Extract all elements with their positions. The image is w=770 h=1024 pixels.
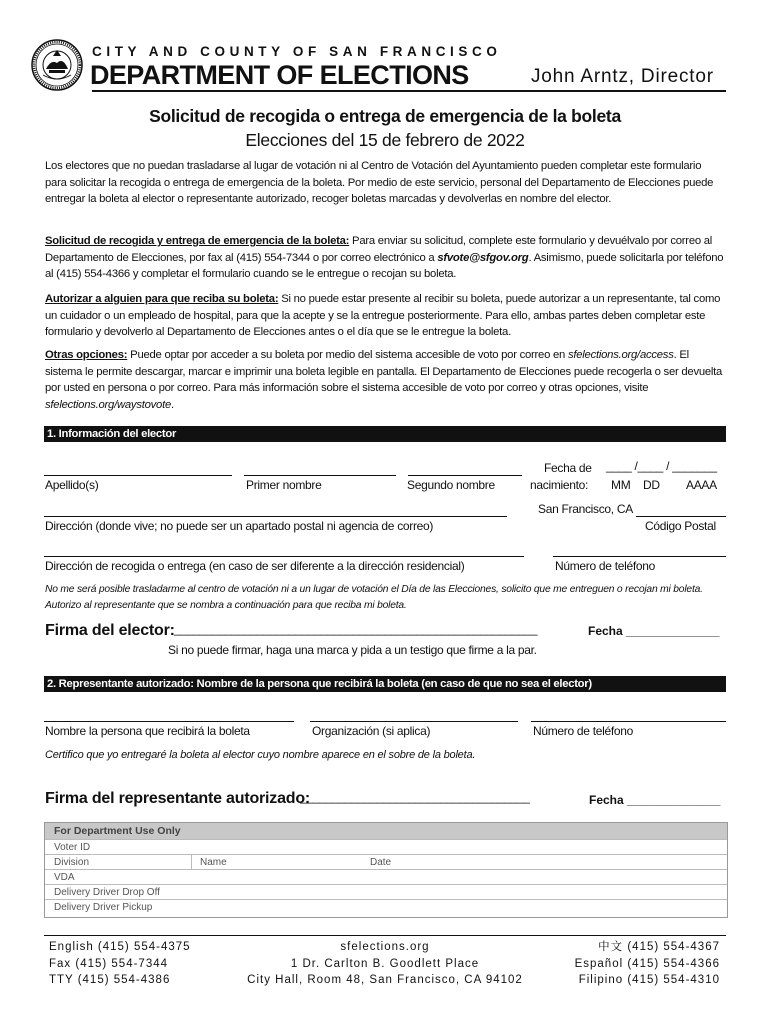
dept-row-label: Division xyxy=(54,857,90,868)
dept-name-label: Name xyxy=(200,857,227,868)
dob-label-1: Fecha de xyxy=(544,461,592,475)
dept-row-division xyxy=(45,854,727,870)
footer-filipino-phone: Filipino (415) 554-4310 xyxy=(578,974,720,986)
last-name-field[interactable] xyxy=(44,475,232,476)
request-paragraph xyxy=(45,233,725,283)
footer-rule xyxy=(44,935,726,936)
representative-name-label: Nombre la persona que recibirá la boleta xyxy=(45,724,250,738)
dob-year-label: AAAA xyxy=(686,478,717,492)
request-email[interactable]: sfvote@sfgov.org xyxy=(437,251,529,264)
voter-signature-field[interactable]: _________________________________________________________ xyxy=(174,622,538,636)
dept-row-voter-id xyxy=(45,839,727,855)
middle-name-label: Segundo nombre xyxy=(407,478,495,492)
last-name-label: Apellido(s) xyxy=(45,478,99,492)
voter-signature-label: Firma del elector: xyxy=(45,622,175,639)
representative-signature-field[interactable]: ____________________________________ xyxy=(300,790,530,804)
representative-date-field[interactable]: Fecha ______________ xyxy=(589,793,721,807)
city-name: CITY AND COUNTY OF SAN FRANCISCO xyxy=(92,44,502,59)
footer-english-phone: English (415) 554-4375 xyxy=(49,941,191,953)
representative-phone-field[interactable] xyxy=(531,721,726,722)
section1-title: 1. Información del elector xyxy=(47,428,177,440)
form-subtitle: Elecciones del 15 de febrero de 2022 xyxy=(245,130,525,150)
dept-row-label: Voter ID xyxy=(54,842,91,853)
zip-field[interactable] xyxy=(636,516,726,517)
representative-phone-label: Número de teléfono xyxy=(533,724,633,738)
section2-title: 2. Representante autorizado: Nombre de la persona que recibirá la boleta (en caso de que no sea el elector) xyxy=(47,678,592,690)
options-link-access[interactable]: sfelections.org/access xyxy=(567,349,674,361)
first-name-field[interactable] xyxy=(244,475,396,476)
director-name: John Arntz, Director xyxy=(531,66,714,87)
options-text-c: . xyxy=(171,398,174,411)
request-heading: Solicitud de recogida y entrega de emergencia de la boleta: xyxy=(45,235,350,247)
pickup-address-label: Dirección de recogida o entrega (en caso de ser diferente a la dirección residencial) xyxy=(45,559,465,573)
dept-row-label: Delivery Driver Pickup xyxy=(54,902,153,913)
zip-label: Código Postal xyxy=(645,519,716,533)
department-use-box xyxy=(44,822,728,918)
organization-label: Organización (si aplica) xyxy=(312,724,431,738)
footer-website[interactable]: sfelections.org xyxy=(340,941,430,953)
city-seal-logo xyxy=(31,39,83,91)
department-use-heading xyxy=(45,823,727,839)
authorize-paragraph xyxy=(45,291,725,341)
dob-label-2: nacimiento: xyxy=(530,478,589,492)
footer-spanish-phone: Español (415) 554-4366 xyxy=(574,957,720,970)
department-name: DEPARTMENT OF ELECTIONS xyxy=(90,60,469,90)
footer-fax: Fax (415) 554-7344 xyxy=(49,957,169,970)
representative-name-field[interactable] xyxy=(44,721,294,722)
footer-left xyxy=(49,939,191,989)
authorize-heading: Autorizar a alguien para que reciba su boleta: xyxy=(45,293,279,305)
options-text-b: . El sistema le permite descargar, marcar e imprimir una boleta legible en pantalla. El Departamento de Elecciones puede recogerla o ser devuelta por usted en persona o por correo. Para más información sobre el sistema accesible de voto por correo y otras opciones, visite xyxy=(45,349,723,394)
middle-name-field[interactable] xyxy=(408,475,522,476)
dept-row-drop-off xyxy=(45,884,727,900)
address-field[interactable] xyxy=(44,516,507,517)
request-text-b: . Asimismo, puede solicitarla por teléfono al (415) 554-4366 y completar el formulario cuando se le entregue o recojan su boleta. xyxy=(45,251,724,280)
footer-center xyxy=(230,939,540,989)
options-paragraph xyxy=(45,347,725,413)
city-label: San Francisco, CA xyxy=(538,502,633,516)
header-rule xyxy=(92,90,726,92)
section1-bar xyxy=(44,426,726,442)
footer-tty: TTY (415) 554-4386 xyxy=(49,974,171,986)
voter-date-field[interactable]: Fecha ______________ xyxy=(588,624,720,638)
intro-paragraph: Los electores que no puedan trasladarse al lugar de votación ni al Centro de Votación del Ayuntamiento pueden completar este formulario para solicitar la recogida o entrega de emergencia de la boleta. Por medio de este servicio, personal del Departamento de Elecciones puede entregar la boleta al elector o representante autorizado, recoger boletas marcadas y devolverlas en nombre del elector. xyxy=(45,160,714,205)
authorize-text: Si no puede estar presente al recibir su boleta, puede autorizar a un representante, tal como un cuidador o un empleado de hospital, para que la acepte y se la entregue posteriormente. Para ello, ambas partes deben completar este formulario y devolverlo al Departamento de Elecciones antes o el día que se le entregue la boleta. xyxy=(45,293,721,338)
dept-row-label: Delivery Driver Drop Off xyxy=(54,887,160,898)
section2-bar xyxy=(44,676,726,692)
footer-room: City Hall, Room 48, San Francisco, CA 94102 xyxy=(247,974,523,986)
footer-chinese-phone: 中文 (415) 554-4367 xyxy=(598,941,720,953)
organization-field[interactable] xyxy=(310,721,518,722)
pickup-address-field[interactable] xyxy=(44,556,524,557)
footer-street: 1 Dr. Carlton B. Goodlett Place xyxy=(290,957,480,970)
dept-row-vda xyxy=(45,869,727,885)
dob-month-label: MM xyxy=(611,478,631,492)
footer-right xyxy=(575,939,720,989)
dob-field[interactable]: ____ /____ / _______ xyxy=(606,459,717,473)
signature-note: Si no puede firmar, haga una marca y pida a un testigo que firme a la par. xyxy=(168,643,537,657)
options-text-a: Puede optar por acceder a su boleta por medio del sistema accesible de voto por correo en xyxy=(127,349,568,361)
representative-statement: Certifico que yo entregaré la boleta al elector cuyo nombre aparece en el sobre de la boleta. xyxy=(45,749,476,761)
department-use-heading-text: For Department Use Only xyxy=(54,825,181,837)
phone-label: Número de teléfono xyxy=(555,559,655,573)
dob-day-label: DD xyxy=(643,478,660,492)
options-heading: Otras opciones: xyxy=(45,349,128,361)
first-name-label: Primer nombre xyxy=(246,478,322,492)
representative-signature-label: Firma del representante autorizado: xyxy=(45,790,311,807)
dept-row-label: VDA xyxy=(54,872,75,883)
form-title: Solicitud de recogida o entrega de emergencia de la boleta xyxy=(149,106,621,126)
phone-field[interactable] xyxy=(553,556,726,557)
request-text-a: Para enviar su solicitud, complete este formulario y devuélvalo por correo al Departamento de Elecciones, por fax al (415) 554-7344 o por correo electrónico a xyxy=(45,235,713,264)
address-label: Dirección (donde vive; no puede ser un apartado postal ni agencia de correo) xyxy=(45,519,434,533)
dept-row-pickup xyxy=(45,899,727,915)
options-link-waystovote[interactable]: sfelections.org/waystovote xyxy=(45,398,171,411)
voter-statement: No me será posible trasladarme al centro de votación ni a un lugar de votación el Día de las Elecciones, solicito que me entreguen o recojan mi boleta. Autorizo al representante que se nombra a continuación para que reciba mi boleta. xyxy=(45,584,703,611)
dept-date-label: Date xyxy=(370,857,392,868)
